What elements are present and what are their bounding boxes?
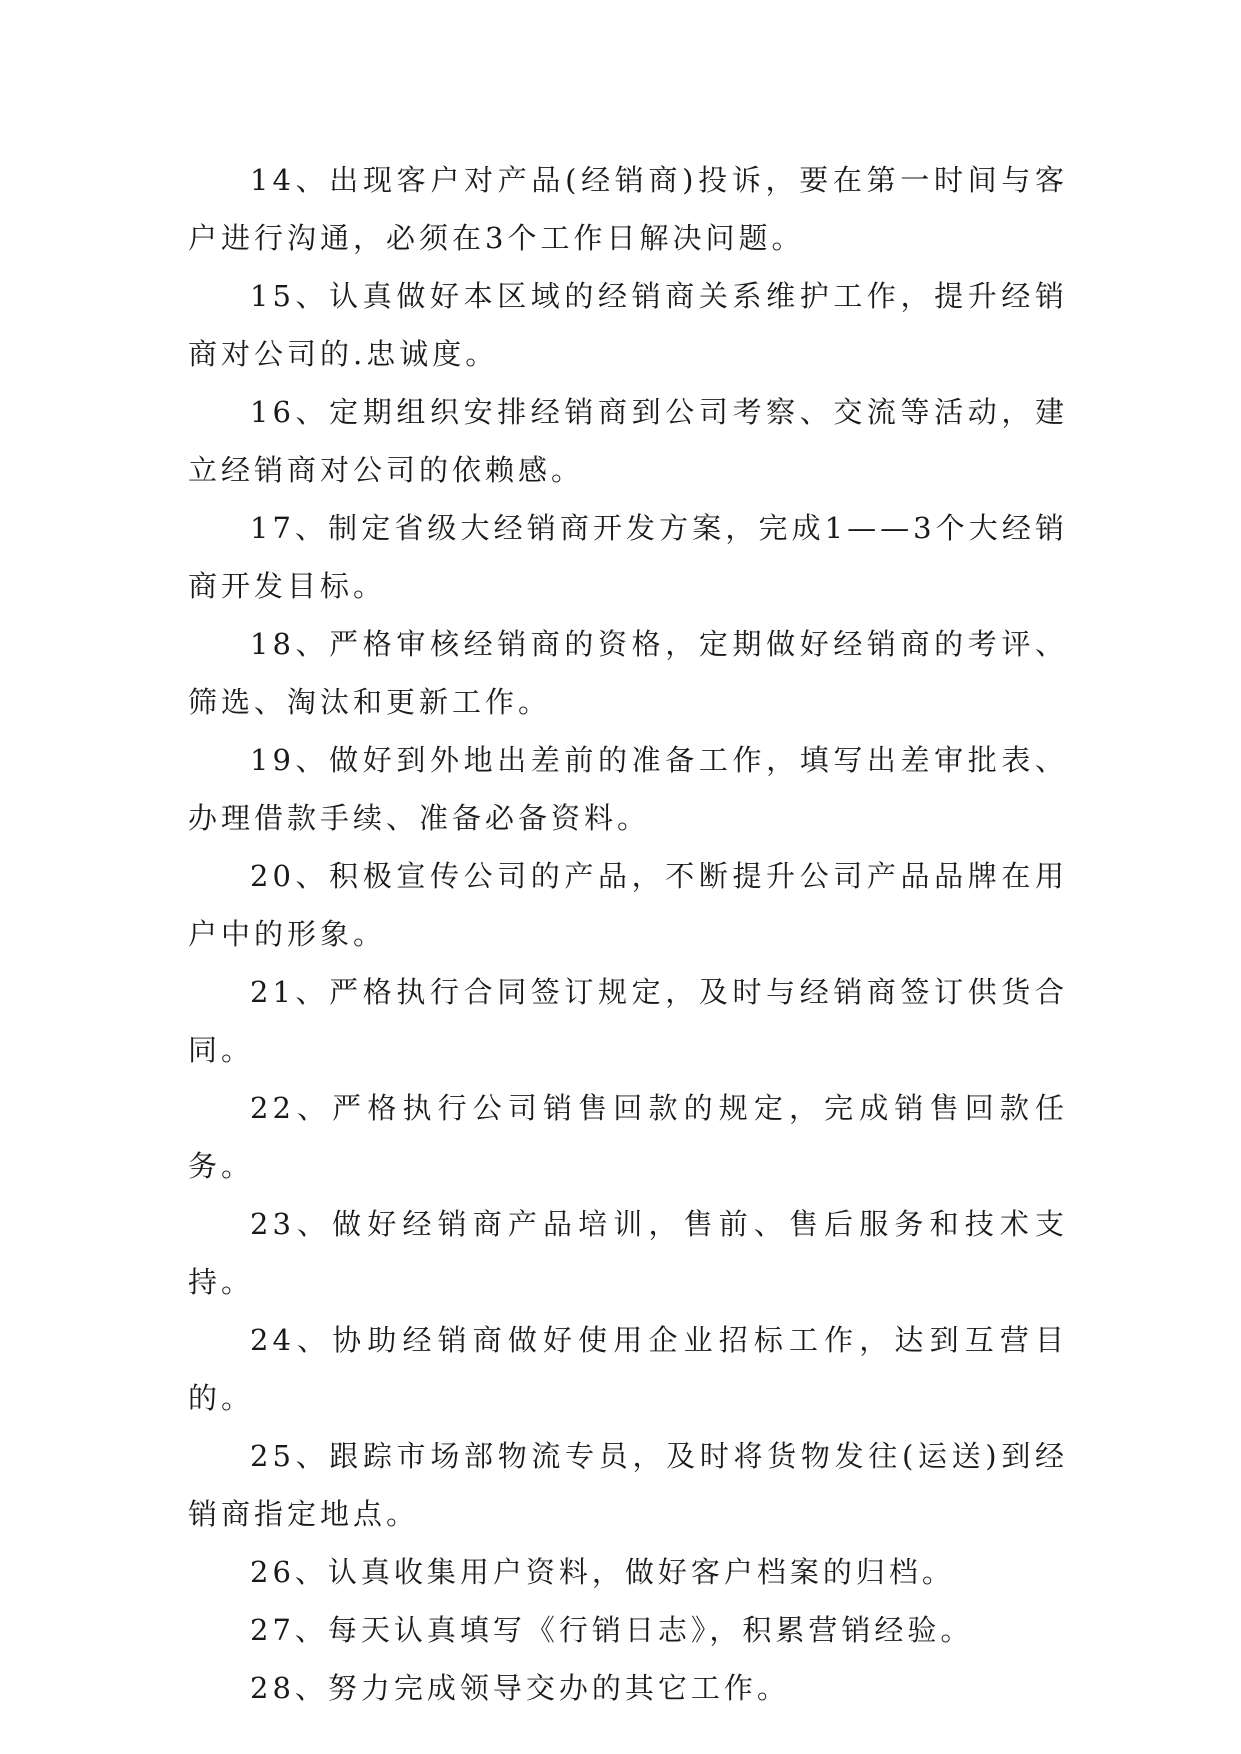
paragraph-27: 27、每天认真填写《行销日志》，积累营销经验。 [250, 1613, 974, 1647]
paragraph-22: 22、严格执行公司销售回款的规定，完成销售回款任务。 [188, 1091, 1068, 1183]
paragraph-28: 28、努力完成领导交办的其它工作。 [250, 1671, 790, 1705]
paragraph-15: 15、认真做好本区域的经销商关系维护工作，提升经销商对公司的.忠诚度。 [188, 279, 1068, 371]
paragraph-21: 21、严格执行合同签订规定，及时与经销商签订供货合同。 [188, 975, 1068, 1067]
paragraph-16: 16、定期组织安排经销商到公司考察、交流等活动，建立经销商对公司的依赖感。 [188, 395, 1068, 487]
paragraph-14: 14、出现客户对产品(经销商)投诉，要在第一时间与客户进行沟通，必须在3个工作日解决问题。 [188, 163, 1068, 255]
document-body [188, 151, 1068, 1717]
paragraph-25: 25、跟踪市场部物流专员，及时将货物发往(运送)到经销商指定地点。 [188, 1439, 1068, 1531]
paragraph-26: 26、认真收集用户资料，做好客户档案的归档。 [250, 1555, 955, 1589]
paragraph-24: 24、协助经销商做好使用企业招标工作，达到互营目的。 [188, 1323, 1068, 1415]
paragraph-18: 18、严格审核经销商的资格，定期做好经销商的考评、筛选、淘汰和更新工作。 [188, 627, 1068, 719]
paragraph-17: 17、制定省级大经销商开发方案，完成1——3个大经销商开发目标。 [188, 511, 1068, 603]
paragraph-19: 19、做好到外地出差前的准备工作，填写出差审批表、办理借款手续、准备必备资料。 [188, 743, 1068, 835]
paragraph-23: 23、做好经销商产品培训，售前、售后服务和技术支持。 [188, 1207, 1068, 1299]
paragraph-20: 20、积极宣传公司的产品，不断提升公司产品品牌在用户中的形象。 [188, 859, 1068, 951]
